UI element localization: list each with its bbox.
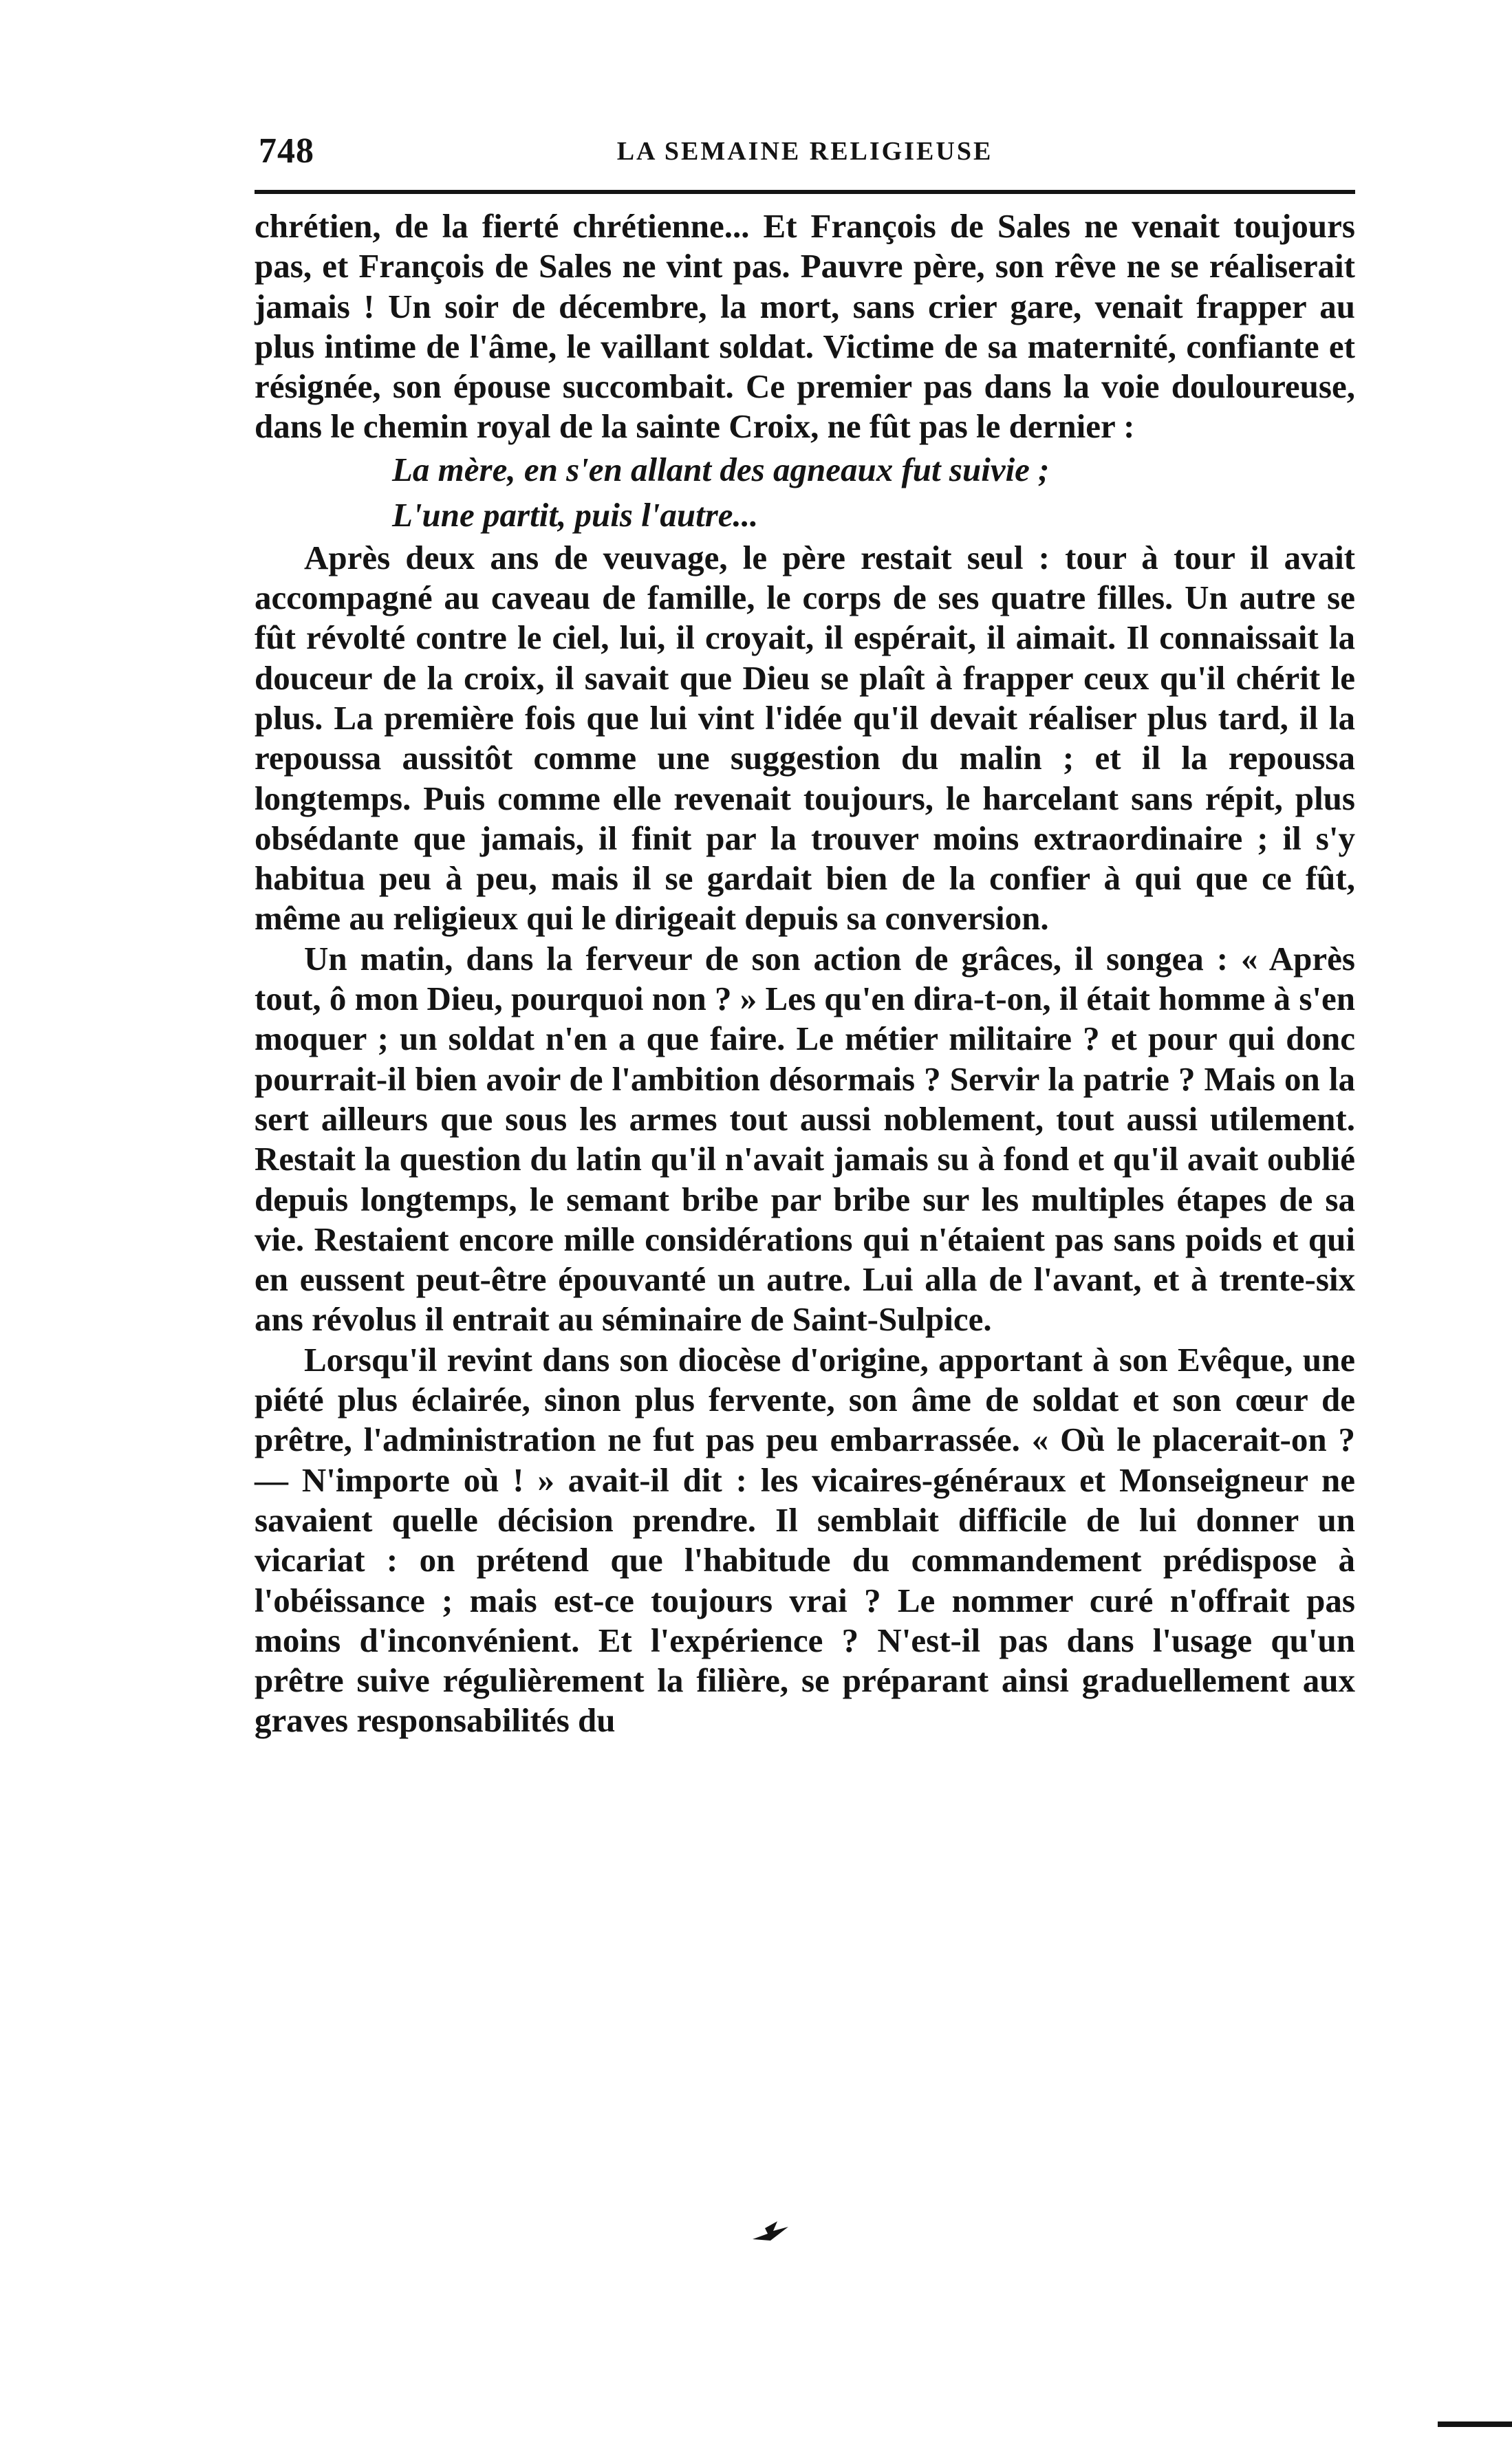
corner-rule	[1438, 2421, 1512, 2427]
page-number: 748	[259, 131, 314, 171]
header-rule	[255, 190, 1355, 194]
paragraph: Un matin, dans la ferveur de son action de grâces, il songea : « Après tout, ô mon Dieu, pourquoi non ? » Les qu'en dira-t-on, il était homme à s'en moquer ; un soldat n'en a que faire. Le métier militaire ? et pour qui donc pourrait-il bien avoir de l'ambition désormais ? Servir la patrie ? Mais on la sert ailleurs que sous les armes tout aussi noblement, tout aussi utilement. Restait la question du latin qu'il n'avait jamais su à fond et qu'il avait oublié depuis longtemps, le semant bribe par bribe sur les multiples étapes de sa vie. Restaient encore mille considérations qui n'étaient pas sans poids et qui en eussent peut-être épouvanté un autre. Lui alla de l'avant, et à trente-six ans révolus il entrait au séminaire de Saint-Sulpice.	[255, 939, 1355, 1339]
verse-line: La mère, en s'en allant des agneaux fut suivie ;	[392, 450, 1050, 488]
document-page	[255, 131, 1355, 1741]
verse-line: L'une partit, puis l'autre...	[392, 495, 759, 534]
ornament-icon	[750, 2219, 791, 2246]
page-header	[255, 131, 1355, 179]
body-text	[255, 206, 1355, 1741]
paragraph: Lorsqu'il revint dans son diocèse d'origine, apportant à son Evêque, une piété plus éclairée, sinon plus fervente, son âme de soldat et son cœur de prêtre, l'administration ne fut pas peu embarrassée. « Où le placerait-on ? — N'importe où ! » avait-il dit : les vicaires-généraux et Monseigneur ne savaient quelle décision prendre. Il semblait difficile de lui donner un vicariat : on prétend que l'habitude du commandement prédispose à l'obéissance ; mais est-ce toujours vrai ? Le nommer curé n'offrait pas moins d'inconvénient. Et l'expérience ? N'est-il pas dans l'usage qu'un prêtre suive régulièrement la filière, se préparant ainsi graduellement aux graves responsabilités du	[255, 1340, 1355, 1740]
paragraph: chrétien, de la fierté chrétienne... Et François de Sales ne venait toujours pas, et François de Sales ne vint pas. Pauvre père, son rêve ne se réaliserait jamais ! Un soir de décembre, la mort, sans crier gare, venait frapper au plus intime de l'âme, le vaillant soldat. Victime de sa maternité, confiante et résignée, son épouse succombait. Ce premier pas dans la voie douloureuse, dans le chemin royal de la sainte Croix, ne fût pas le dernier :	[255, 207, 1355, 446]
paragraph: Après deux ans de veuvage, le père restait seul : tour à tour il avait accompagné au caveau de famille, le corps de ses quatre filles. Un autre se fût révolté contre le ciel, lui, il croyait, il espérait, il aimait. Il connaissait la douceur de la croix, il savait que Dieu se plaît à frapper ceux qu'il chérit le plus. La première fois que lui vint l'idée qu'il devait réaliser plus tard, il la repoussa aussitôt comme une suggestion du malin ; et il la repoussa longtemps. Puis comme elle revenait toujours, le harcelant sans répit, plus obsédante que jamais, il finit par la trouver moins extraordinaire ; il s'y habitua peu à peu, mais il se gardait bien de la confier à qui que ce fût, même au religieux qui le dirigeait depuis sa conversion.	[255, 538, 1355, 938]
running-title: LA SEMAINE RELIGIEUSE	[616, 137, 993, 166]
